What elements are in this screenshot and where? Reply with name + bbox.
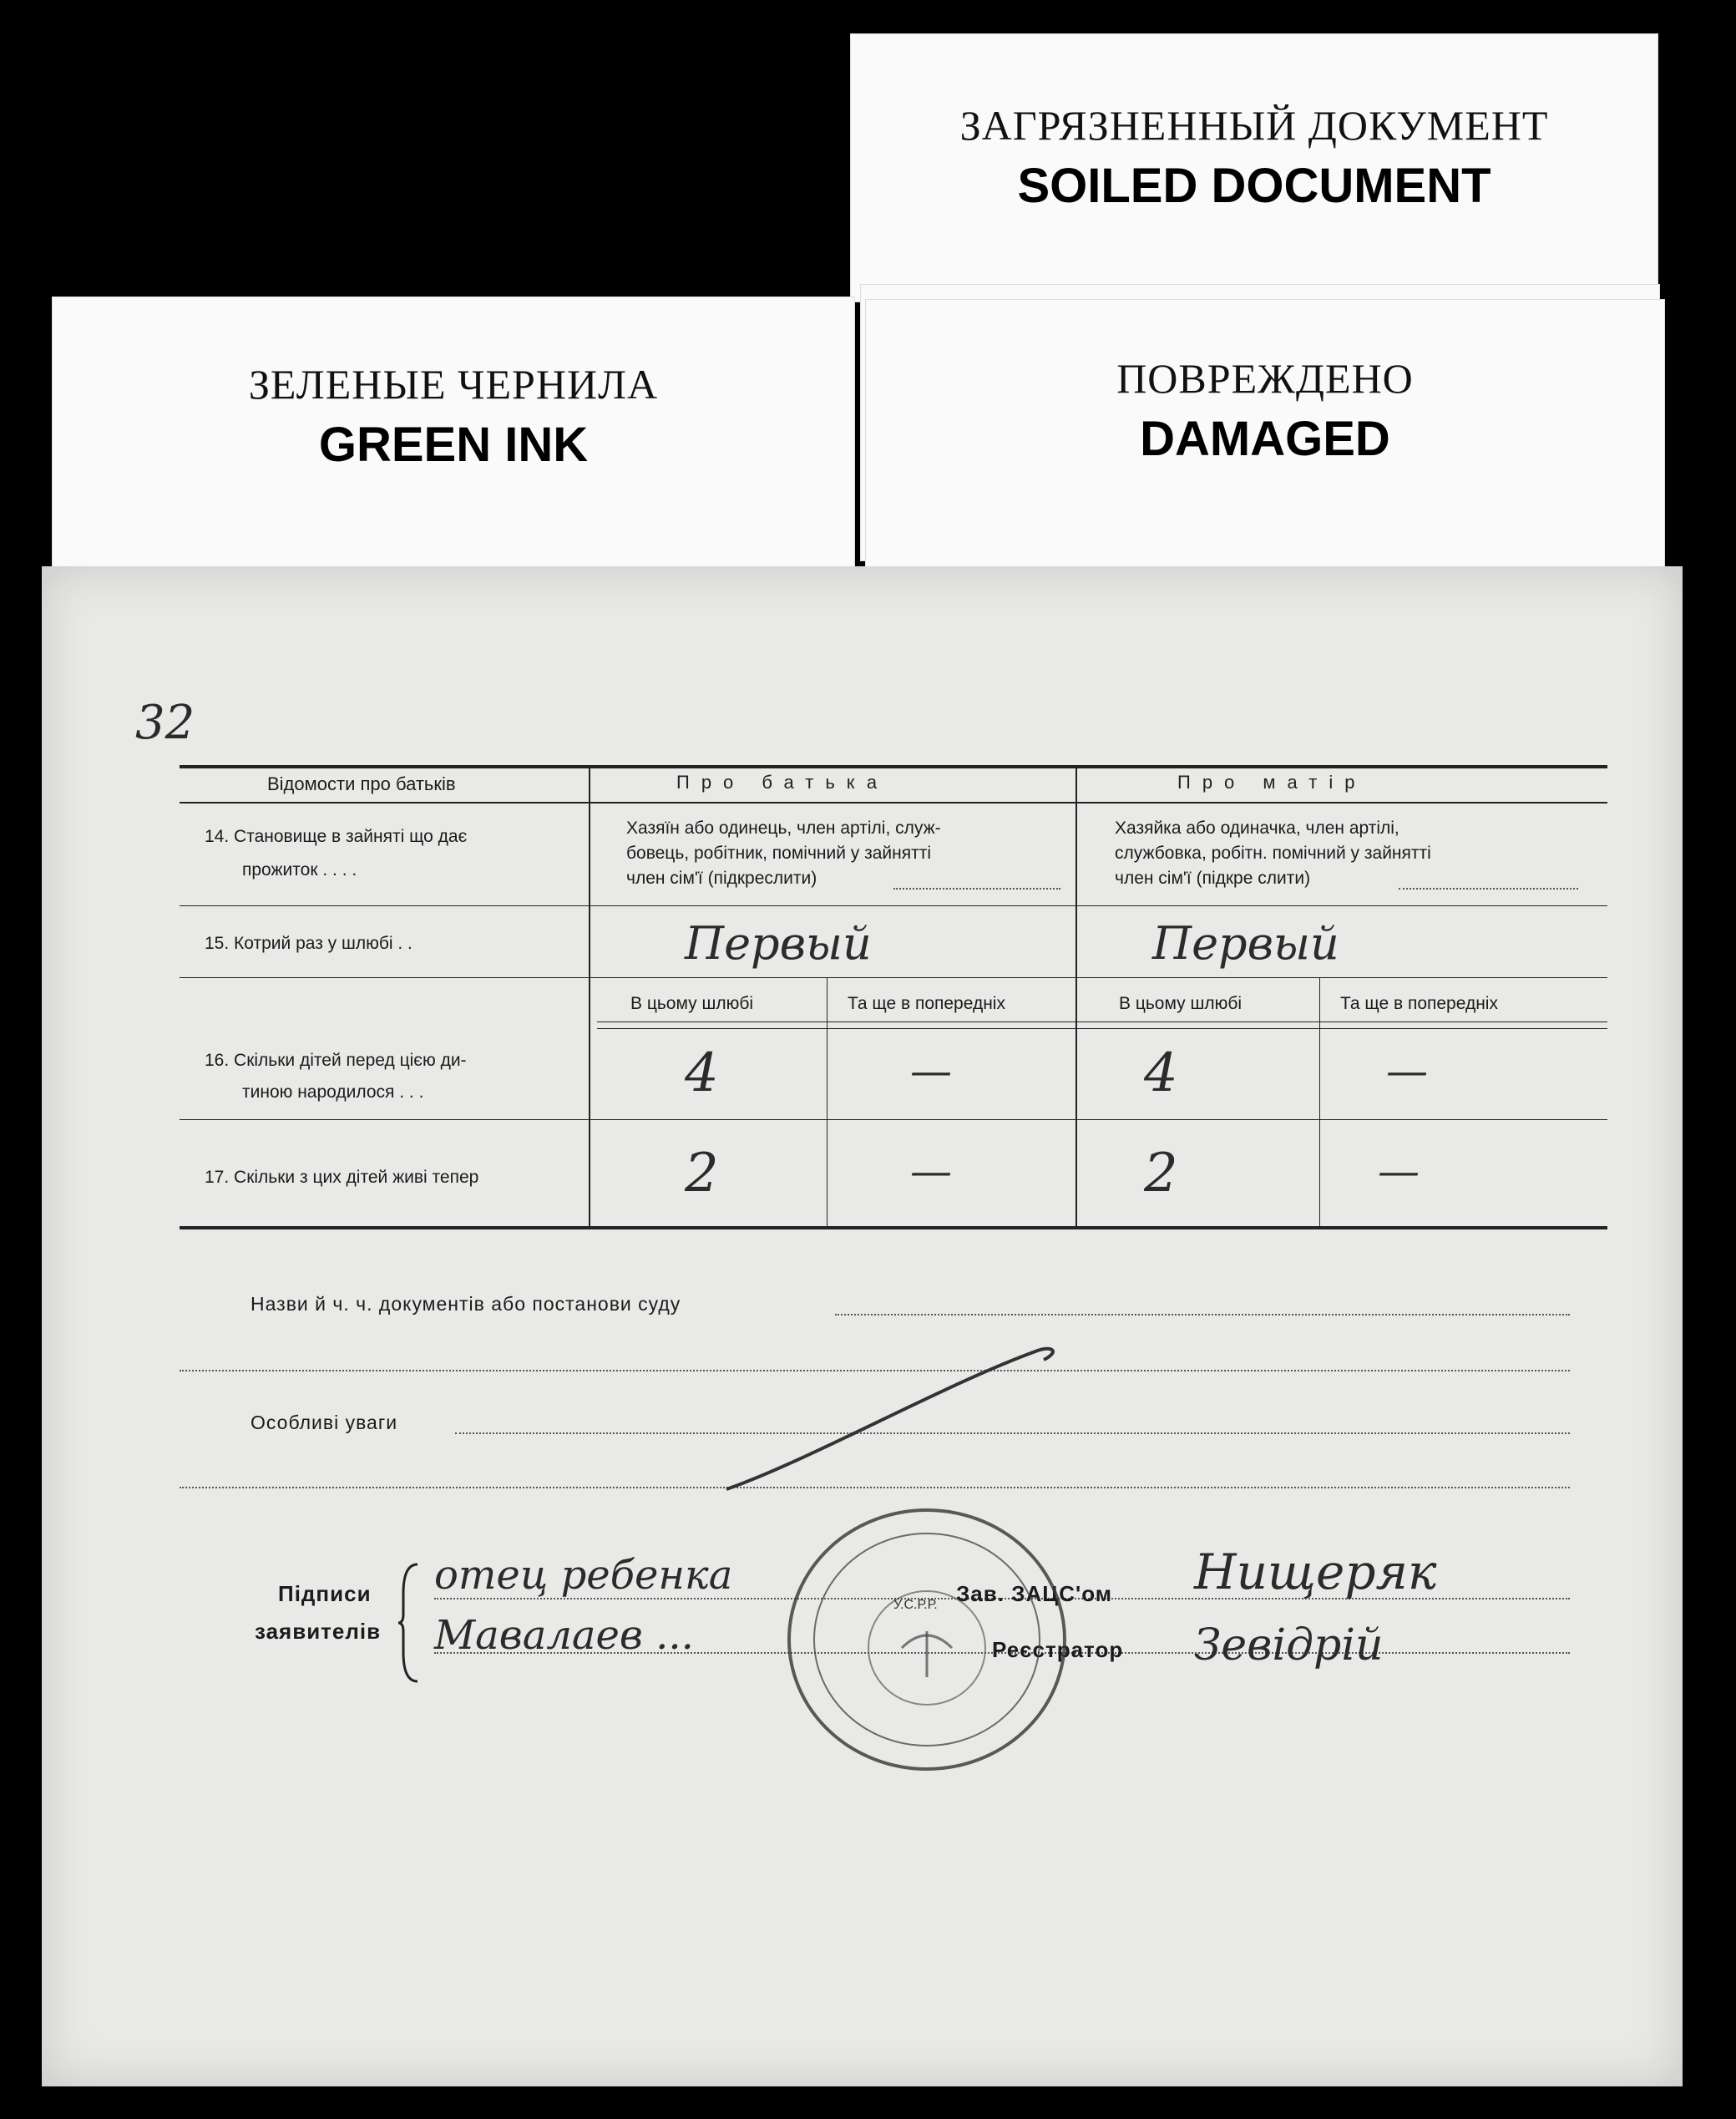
subheader-mother-this: В цьому шлюбі (1119, 994, 1243, 1013)
official-stamp (777, 1498, 1077, 1782)
row17-father-prev: — (910, 1147, 952, 1195)
row16-mother-this: 4 (1144, 1042, 1178, 1104)
corner-number: 32 (135, 696, 195, 750)
table-top-rule (180, 765, 1607, 768)
row15-rule (180, 977, 1607, 978)
row17-label: 17. Скільки з цих дітей живі тепер (205, 1168, 479, 1187)
table-header-rule (180, 802, 1607, 803)
row14-father-2: бовець, робітник, помічний у зайнятті (626, 844, 932, 863)
soiled-en-label: SOILED DOCUMENT (1017, 159, 1491, 213)
documents-dotline-1 (835, 1314, 1570, 1316)
row15-label: 15. Котрий раз у шлюбі . . (205, 934, 412, 953)
row14-father-dotline (893, 888, 1060, 890)
row14-mother-1: Хазяйка або одиначка, член артілі, (1115, 819, 1399, 838)
damaged-card (865, 299, 1665, 568)
col-divider-2 (1076, 765, 1077, 1229)
header-mother: Про матір (1177, 772, 1367, 793)
row16-rule (180, 1119, 1607, 1120)
zags-label: Зав. ЗАЦС'ом (956, 1581, 1112, 1606)
damaged-en-label: DAMAGED (1140, 412, 1390, 466)
strike-stroke (710, 1335, 1077, 1502)
green-ru-label: ЗЕЛЕНЫЕ ЧЕРНИЛА (248, 361, 659, 408)
row14-father-1: Хазяїн або одинець, член артілі, служ- (626, 819, 941, 838)
row14-mother-dotline (1399, 888, 1578, 890)
green-ink-card (52, 297, 855, 574)
row17-mother-prev: — (1378, 1147, 1420, 1195)
damaged-ru-label: ПОВРЕЖДЕНО (1116, 355, 1414, 402)
registrar-signature-hw: Зевідрій (1194, 1620, 1384, 1670)
row14-father-3: член сім'ї (підкреслити) (626, 869, 817, 888)
notes-label: Особливі уваги (251, 1412, 398, 1433)
row16-label-2: тиною народилося . . . (242, 1082, 424, 1102)
signatures-label-2: заявителів (255, 1619, 382, 1644)
subheader-rule-2 (597, 1028, 1607, 1029)
zags-signature-hw: Нищеряк (1194, 1544, 1437, 1600)
row17-father-this: 2 (685, 1143, 719, 1204)
header-parents-info: Відомости про батьків (267, 773, 456, 794)
stamp-center-text: У.С.Р.Р. (893, 1598, 938, 1612)
col-divider-1 (589, 765, 590, 1229)
col-divider-father (827, 977, 828, 1228)
row14-mother-2: службовка, робітн. помічний у зайнятті (1115, 844, 1431, 863)
row17-mother-this: 2 (1144, 1143, 1178, 1204)
row16-mother-prev: — (1386, 1047, 1428, 1095)
row15-mother-hw: Первый (1152, 917, 1339, 970)
signatures-label-1: Підписи (278, 1581, 372, 1606)
row15-father-hw: Первый (685, 917, 872, 970)
subheader-father-this: В цьому шлюбі (630, 994, 754, 1013)
row14-mother-3: член сім'ї (підкре слити) (1115, 869, 1311, 888)
soiled-ru-label: ЗАГРЯЗНЕННЫЙ ДОКУМЕНТ (959, 102, 1549, 149)
row14-rule (180, 905, 1607, 906)
document-sheet (42, 566, 1683, 2086)
documents-label: Назви й ч. ч. документів або постанови суду (251, 1293, 681, 1315)
row16-label-1: 16. Скільки дітей перед цією ди- (205, 1051, 467, 1070)
subheader-rule (597, 1021, 1607, 1022)
subheader-father-prev: Та ще в попередніх (848, 994, 1005, 1013)
registrar-label: Реєстратор (992, 1637, 1124, 1662)
signature-hw-2: Мавалаев ... (434, 1612, 694, 1659)
signature-hw-1: отец ребенка (434, 1552, 733, 1599)
subheader-mother-prev: Та ще в попередніх (1340, 994, 1498, 1013)
col-divider-mother (1319, 977, 1320, 1228)
green-en-label: GREEN INK (318, 418, 589, 472)
header-father: Про батька (676, 772, 889, 793)
soiled-document-card (850, 33, 1658, 302)
row16-father-prev: — (910, 1047, 952, 1095)
row16-father-this: 4 (685, 1042, 719, 1104)
signature-brace (397, 1560, 422, 1686)
row14-label-1: 14. Становище в зайняті що дає (205, 827, 468, 846)
table-bottom-rule (180, 1226, 1607, 1229)
row14-label-2: прожиток . . . . (242, 860, 357, 880)
